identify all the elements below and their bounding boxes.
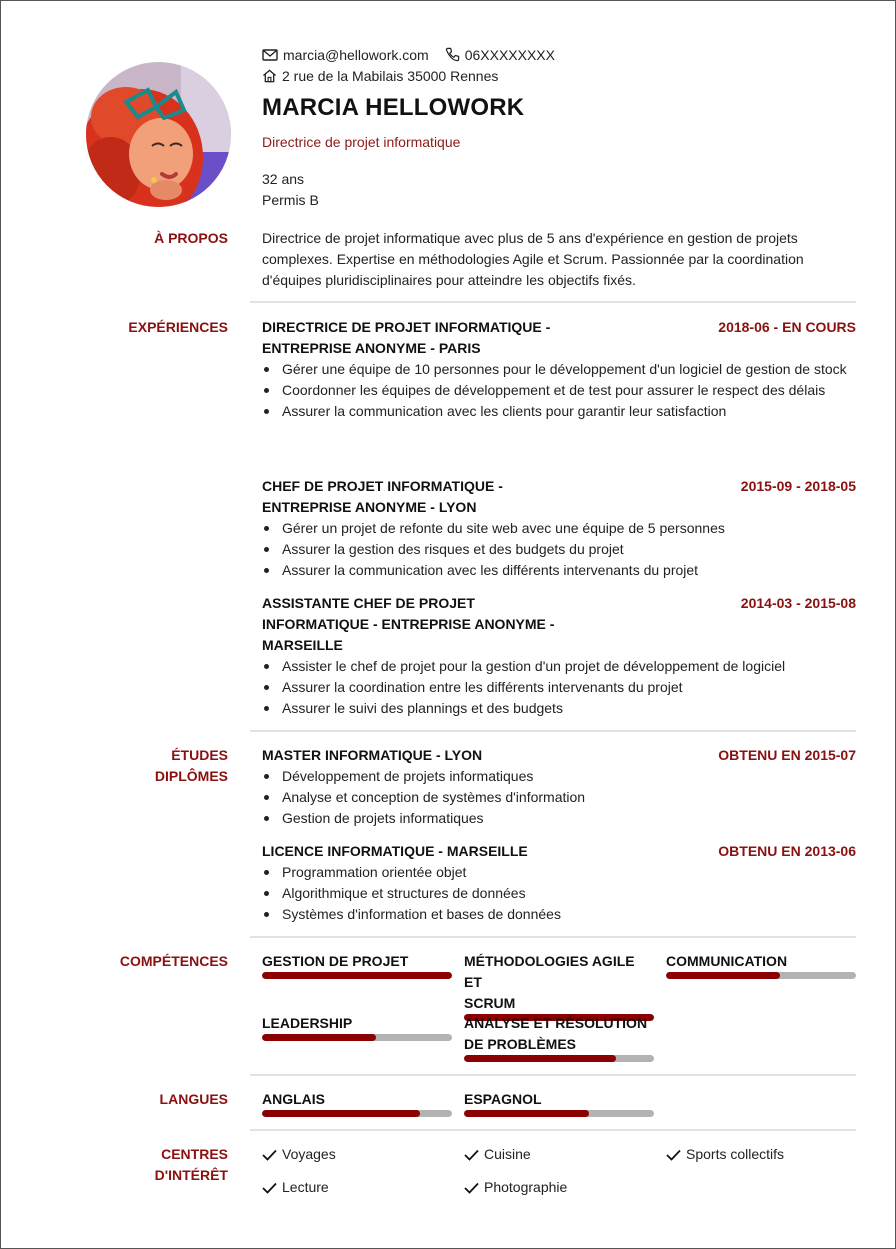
list-item: Assurer la coordination entre les différents intervenants du projet bbox=[262, 677, 856, 698]
list-item: Assurer la communication avec les différents intervenants du projet bbox=[262, 560, 856, 581]
experience-date: 2018-06 - EN COURS bbox=[718, 319, 856, 335]
list-item: Gestion de projets informatiques bbox=[262, 808, 856, 829]
about-text: Directrice de projet informatique avec plus de 5 ans d'expérience en gestion de projets complexes. Expertise en méthodologies Agile et Scrum. Passionnée par la coordination d'équipes pluridisciplinaires pour atteindre les objectifs fixés. bbox=[262, 230, 804, 288]
interest-item bbox=[464, 1144, 531, 1165]
interest-label: Sports collectifs bbox=[686, 1146, 785, 1162]
skill-bar bbox=[464, 1055, 654, 1062]
skill-name: GESTION DE PROJET bbox=[262, 953, 409, 969]
language-name: ANGLAIS bbox=[262, 1091, 325, 1107]
check-icon bbox=[464, 1149, 479, 1161]
section-label-about: À PROPOS bbox=[154, 230, 228, 246]
language-item bbox=[262, 1089, 452, 1117]
interest-label: Voyages bbox=[282, 1146, 336, 1162]
list-item: Assurer le suivi des plannings et des budgets bbox=[262, 698, 856, 719]
interest-label: Photographie bbox=[484, 1179, 568, 1195]
study-date: OBTENU EN 2015-07 bbox=[718, 747, 856, 763]
section-label-skills: COMPÉTENCES bbox=[119, 953, 228, 969]
skill-item bbox=[464, 951, 654, 1021]
skill-item bbox=[262, 1013, 452, 1041]
address-item bbox=[262, 68, 498, 84]
skill-item bbox=[666, 951, 856, 979]
interest-item bbox=[666, 1144, 784, 1165]
skill-bar bbox=[666, 972, 856, 979]
experience-entry bbox=[262, 317, 856, 422]
list-item: Gérer un projet de refonte du site web avec une équipe de 5 personnes bbox=[262, 518, 856, 539]
study-entry bbox=[262, 745, 856, 829]
home-icon bbox=[262, 69, 277, 83]
section-label-studies: ÉTUDES DIPLÔMES bbox=[154, 747, 228, 784]
list-item: Assister le chef de projet pour la gestion d'un projet de développement de logiciel bbox=[262, 656, 856, 677]
study-date: OBTENU EN 2013-06 bbox=[718, 843, 856, 859]
language-bar bbox=[262, 1110, 452, 1117]
experience-entry bbox=[262, 476, 856, 581]
study-entry bbox=[262, 841, 856, 925]
mail-icon bbox=[262, 49, 278, 61]
check-icon bbox=[666, 1149, 681, 1161]
divider bbox=[250, 1129, 856, 1131]
email-item[interactable] bbox=[262, 47, 429, 63]
list-item: Assurer la gestion des risques et des budgets du projet bbox=[262, 539, 856, 560]
list-item: Gérer une équipe de 10 personnes pour le développement d'un logiciel de gestion de stock bbox=[262, 359, 856, 380]
study-title: MASTER INFORMATIQUE - LYON bbox=[262, 747, 483, 763]
experience-title: ASSISTANTE CHEF DE PROJET INFORMATIQUE - ENTREPRISE ANONYME - MARSEILLE bbox=[262, 595, 555, 653]
skill-name: ANALYSE ET RÉSOLUTION DE PROBLÈMES bbox=[464, 1015, 648, 1052]
divider bbox=[250, 936, 856, 938]
job-title: Directrice de projet informatique bbox=[262, 134, 461, 150]
skill-item bbox=[262, 951, 452, 979]
phone-text: 06XXXXXXXX bbox=[464, 46, 555, 63]
skill-name: COMMUNICATION bbox=[666, 953, 788, 969]
driving-license: Permis B bbox=[262, 192, 319, 208]
check-icon bbox=[464, 1182, 479, 1194]
section-label-interests: CENTRES D'INTÉRÊT bbox=[154, 1146, 228, 1183]
age: 32 ans bbox=[262, 171, 305, 187]
experience-title: DIRECTRICE DE PROJET INFORMATIQUE - ENTREPRISE ANONYME - PARIS bbox=[262, 319, 551, 356]
check-icon bbox=[262, 1182, 277, 1194]
profile-photo bbox=[86, 62, 231, 207]
skill-name: MÉTHODOLOGIES AGILE ET SCRUM bbox=[464, 953, 635, 1011]
candidate-name: MARCIA HELLOWORK bbox=[262, 94, 525, 121]
interest-label: Lecture bbox=[282, 1179, 329, 1195]
interest-item bbox=[262, 1144, 336, 1165]
check-icon bbox=[262, 1149, 277, 1161]
skill-bar bbox=[262, 972, 452, 979]
language-name: ESPAGNOL bbox=[464, 1091, 542, 1107]
divider bbox=[250, 730, 856, 732]
divider bbox=[250, 301, 856, 303]
phone-icon bbox=[445, 47, 460, 62]
skill-bar bbox=[262, 1034, 452, 1041]
experience-date: 2015-09 - 2018-05 bbox=[740, 478, 856, 494]
list-item: Assurer la communication avec les clients pour garantir leur satisfaction bbox=[262, 401, 856, 422]
phone-item[interactable] bbox=[445, 47, 555, 63]
list-item: Algorithmique et structures de données bbox=[262, 883, 856, 904]
experience-entry bbox=[262, 593, 856, 719]
skill-item bbox=[464, 1013, 654, 1062]
email-text: marcia@hellowork.com bbox=[283, 46, 429, 63]
list-item: Analyse et conception de systèmes d'information bbox=[262, 787, 856, 808]
divider bbox=[250, 1074, 856, 1076]
address-text: 2 rue de la Mabilais 35000 Rennes bbox=[282, 67, 499, 84]
experience-title: CHEF DE PROJET INFORMATIQUE - ENTREPRISE ANONYME - LYON bbox=[262, 478, 503, 515]
section-label-languages: LANGUES bbox=[159, 1091, 228, 1107]
section-label-experiences: EXPÉRIENCES bbox=[128, 319, 228, 335]
list-item: Développement de projets informatiques bbox=[262, 766, 856, 787]
study-title: LICENCE INFORMATIQUE - MARSEILLE bbox=[262, 843, 528, 859]
interest-item bbox=[262, 1177, 329, 1198]
list-item: Systèmes d'information et bases de données bbox=[262, 904, 856, 925]
interest-label: Cuisine bbox=[484, 1146, 531, 1162]
skill-name: LEADERSHIP bbox=[262, 1015, 353, 1031]
list-item: Programmation orientée objet bbox=[262, 862, 856, 883]
interest-item bbox=[464, 1177, 567, 1198]
language-item bbox=[464, 1089, 654, 1117]
list-item: Coordonner les équipes de développement et de test pour assurer le respect des délais bbox=[262, 380, 856, 401]
language-bar bbox=[464, 1110, 654, 1117]
experience-date: 2014-03 - 2015-08 bbox=[740, 595, 856, 611]
contact-block bbox=[262, 44, 571, 86]
